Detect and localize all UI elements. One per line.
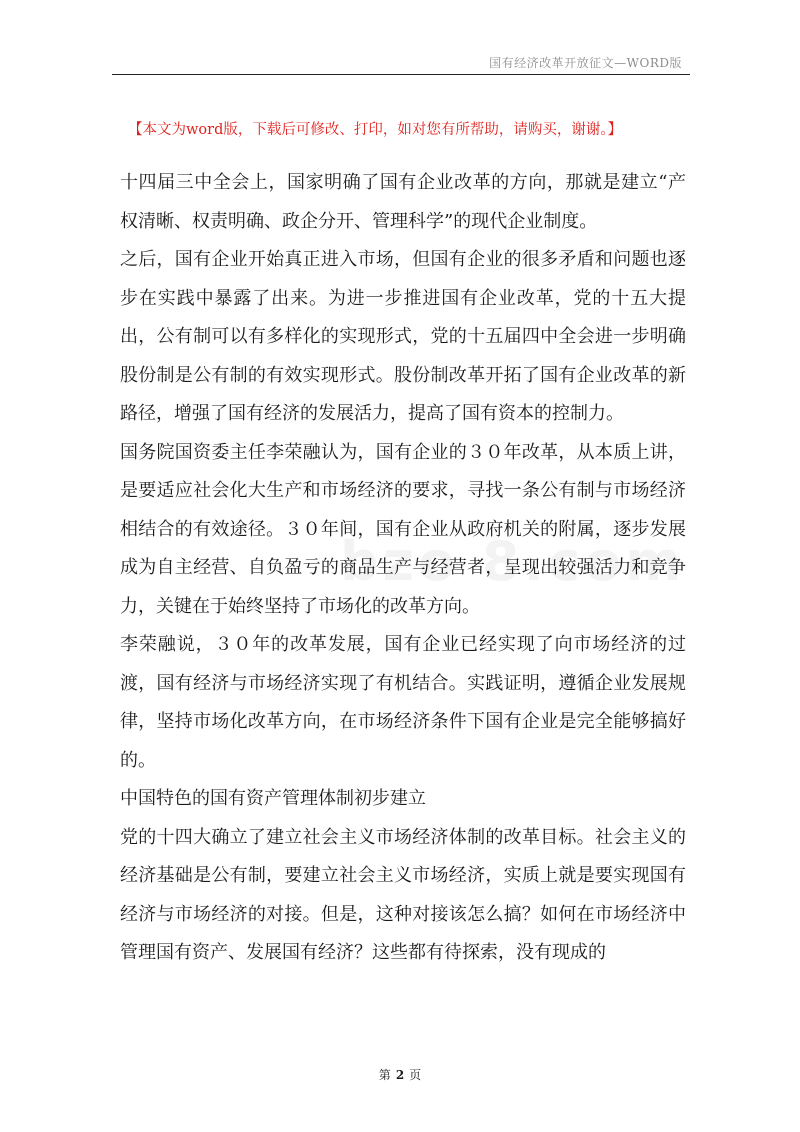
- paragraph-2: 之后，国有企业开始真正进入市场，但国有企业的很多矛盾和问题也逐步在实践中暴露了出来。为进一步推进国有企业改革，党的十五大提出，公有制可以有多样化的实现形式，党的十五届四中全会进一步明确股份制是公有制的有效实现形式。股份制改革开拓了国有企业改革的新路径，增强了国有经济的发展活力，提高了国有资本的控制力。: [120, 249, 686, 424]
- footer-suffix: 页: [409, 1068, 422, 1082]
- paragraph-4: 李荣融说，３０年的改革发展，国有企业已经实现了向市场经济的过渡，国有经济与市场经济实现了有机结合。实践证明，遵循企业发展规律，坚持市场化改革方向，在市场经济条件下国有企业是完全能够搞好的。: [120, 634, 686, 771]
- footer-prefix: 第: [378, 1068, 391, 1082]
- document-body: [120, 164, 686, 973]
- page-header-title: 国有经济改革开放征文—WORD版: [489, 56, 682, 70]
- page-footer: [0, 1066, 800, 1083]
- page-number: 2: [395, 1068, 405, 1082]
- paragraph-1: 十四届三中全会上，国家明确了国有企业改革的方向，那就是建立“产权清晰、权责明确、政企分开、管理科学”的现代企业制度。: [120, 172, 686, 232]
- header-divider: [112, 74, 690, 75]
- paragraph-3: 国务院国资委主任李荣融认为，国有企业的３０年改革，从本质上讲，是要适应社会化大生产和市场经济的要求，寻找一条公有制与市场经济相结合的有效途径。３０年间，国有企业从政府机关的附属，逐步发展成为自主经营、自负盈亏的商品生产与经营者，呈现出较强活力和竞争力，关键在于始终坚持了市场化的改革方向。: [120, 441, 686, 617]
- download-notice: 【本文为word版，下载后可修改、打印，如对您有所帮助，请购买，谢谢。】: [128, 122, 623, 138]
- paragraph-5: 党的十四大确立了建立社会主义市场经济体制的改革目标。社会主义的经济基础是公有制，要建立社会主义市场经济，实质上就是要实现国有经济与市场经济的对接。但是，这种对接该怎么搞？如何在市场经济中管理国有资产、发展国有经济？这些都有待探索，没有现成的: [120, 826, 686, 963]
- section-heading: 中国特色的国有资产管理体制初步建立: [120, 788, 426, 809]
